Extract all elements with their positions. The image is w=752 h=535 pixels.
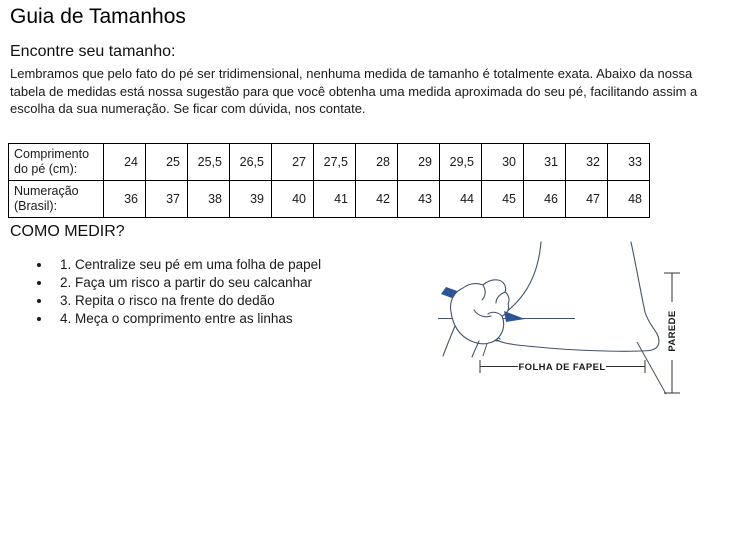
measure-step: • 2. Faça um risco a partir do seu calcanhar	[52, 274, 321, 292]
page-title: Guia de Tamanhos	[10, 5, 186, 28]
size-value-cell: 40	[272, 181, 314, 218]
intro-paragraph: Lembramos que pelo fato do pé ser tridimensional, nenhuma medida de tamanho é totalmente exata. Abaixo da nossa tabela de medidas está nossa sugestão para que você obtenha uma medida aproximada do seu pé, facilitando assim a escolha da sua numeração. Se ficar com dúvida, nos contate.	[10, 66, 698, 116]
size-value-cell: 25,5	[188, 144, 230, 181]
paper-label: FOLHA DE FAPEL	[518, 362, 606, 373]
size-value-cell: 31	[524, 144, 566, 181]
row-label: Numeração (Brasil):	[9, 181, 104, 218]
size-value-cell: 38	[188, 181, 230, 218]
size-value-cell: 33	[608, 144, 650, 181]
size-value-cell: 39	[230, 181, 272, 218]
size-value-cell: 47	[566, 181, 608, 218]
table-row	[9, 181, 650, 218]
size-table	[8, 143, 650, 218]
size-value-cell: 30	[482, 144, 524, 181]
row-label: Comprimento do pé (cm):	[9, 144, 104, 181]
measure-step: • 1. Centralize seu pé em uma folha de papel	[52, 256, 321, 274]
size-table-body	[9, 144, 650, 218]
size-value-cell: 42	[356, 181, 398, 218]
size-value-cell: 46	[524, 181, 566, 218]
foot-measure-illustration	[430, 238, 750, 443]
pen-tip-icon	[504, 311, 525, 322]
measure-steps-list	[34, 256, 321, 328]
size-value-cell: 25	[146, 144, 188, 181]
size-value-cell: 24	[104, 144, 146, 181]
size-value-cell: 28	[356, 144, 398, 181]
size-value-cell: 27,5	[314, 144, 356, 181]
size-value-cell: 29,5	[440, 144, 482, 181]
how-to-measure-heading: COMO MEDIR?	[10, 223, 125, 240]
size-value-cell: 48	[608, 181, 650, 218]
measure-step: • 3. Repita o risco na frente do dedão	[52, 292, 321, 310]
size-value-cell: 27	[272, 144, 314, 181]
find-size-heading: Encontre seu tamanho:	[10, 43, 176, 60]
wall-label: PAREDE	[667, 310, 678, 352]
size-value-cell: 44	[440, 181, 482, 218]
size-value-cell: 32	[566, 144, 608, 181]
foot-outline	[484, 242, 659, 351]
size-value-cell: 43	[398, 181, 440, 218]
size-value-cell: 41	[314, 181, 356, 218]
size-value-cell: 29	[398, 144, 440, 181]
size-value-cell: 45	[482, 181, 524, 218]
size-value-cell: 36	[104, 181, 146, 218]
table-row	[9, 144, 650, 181]
size-value-cell: 37	[146, 181, 188, 218]
measure-step: • 4. Meça o comprimento entre as linhas	[52, 310, 321, 328]
size-value-cell: 26,5	[230, 144, 272, 181]
